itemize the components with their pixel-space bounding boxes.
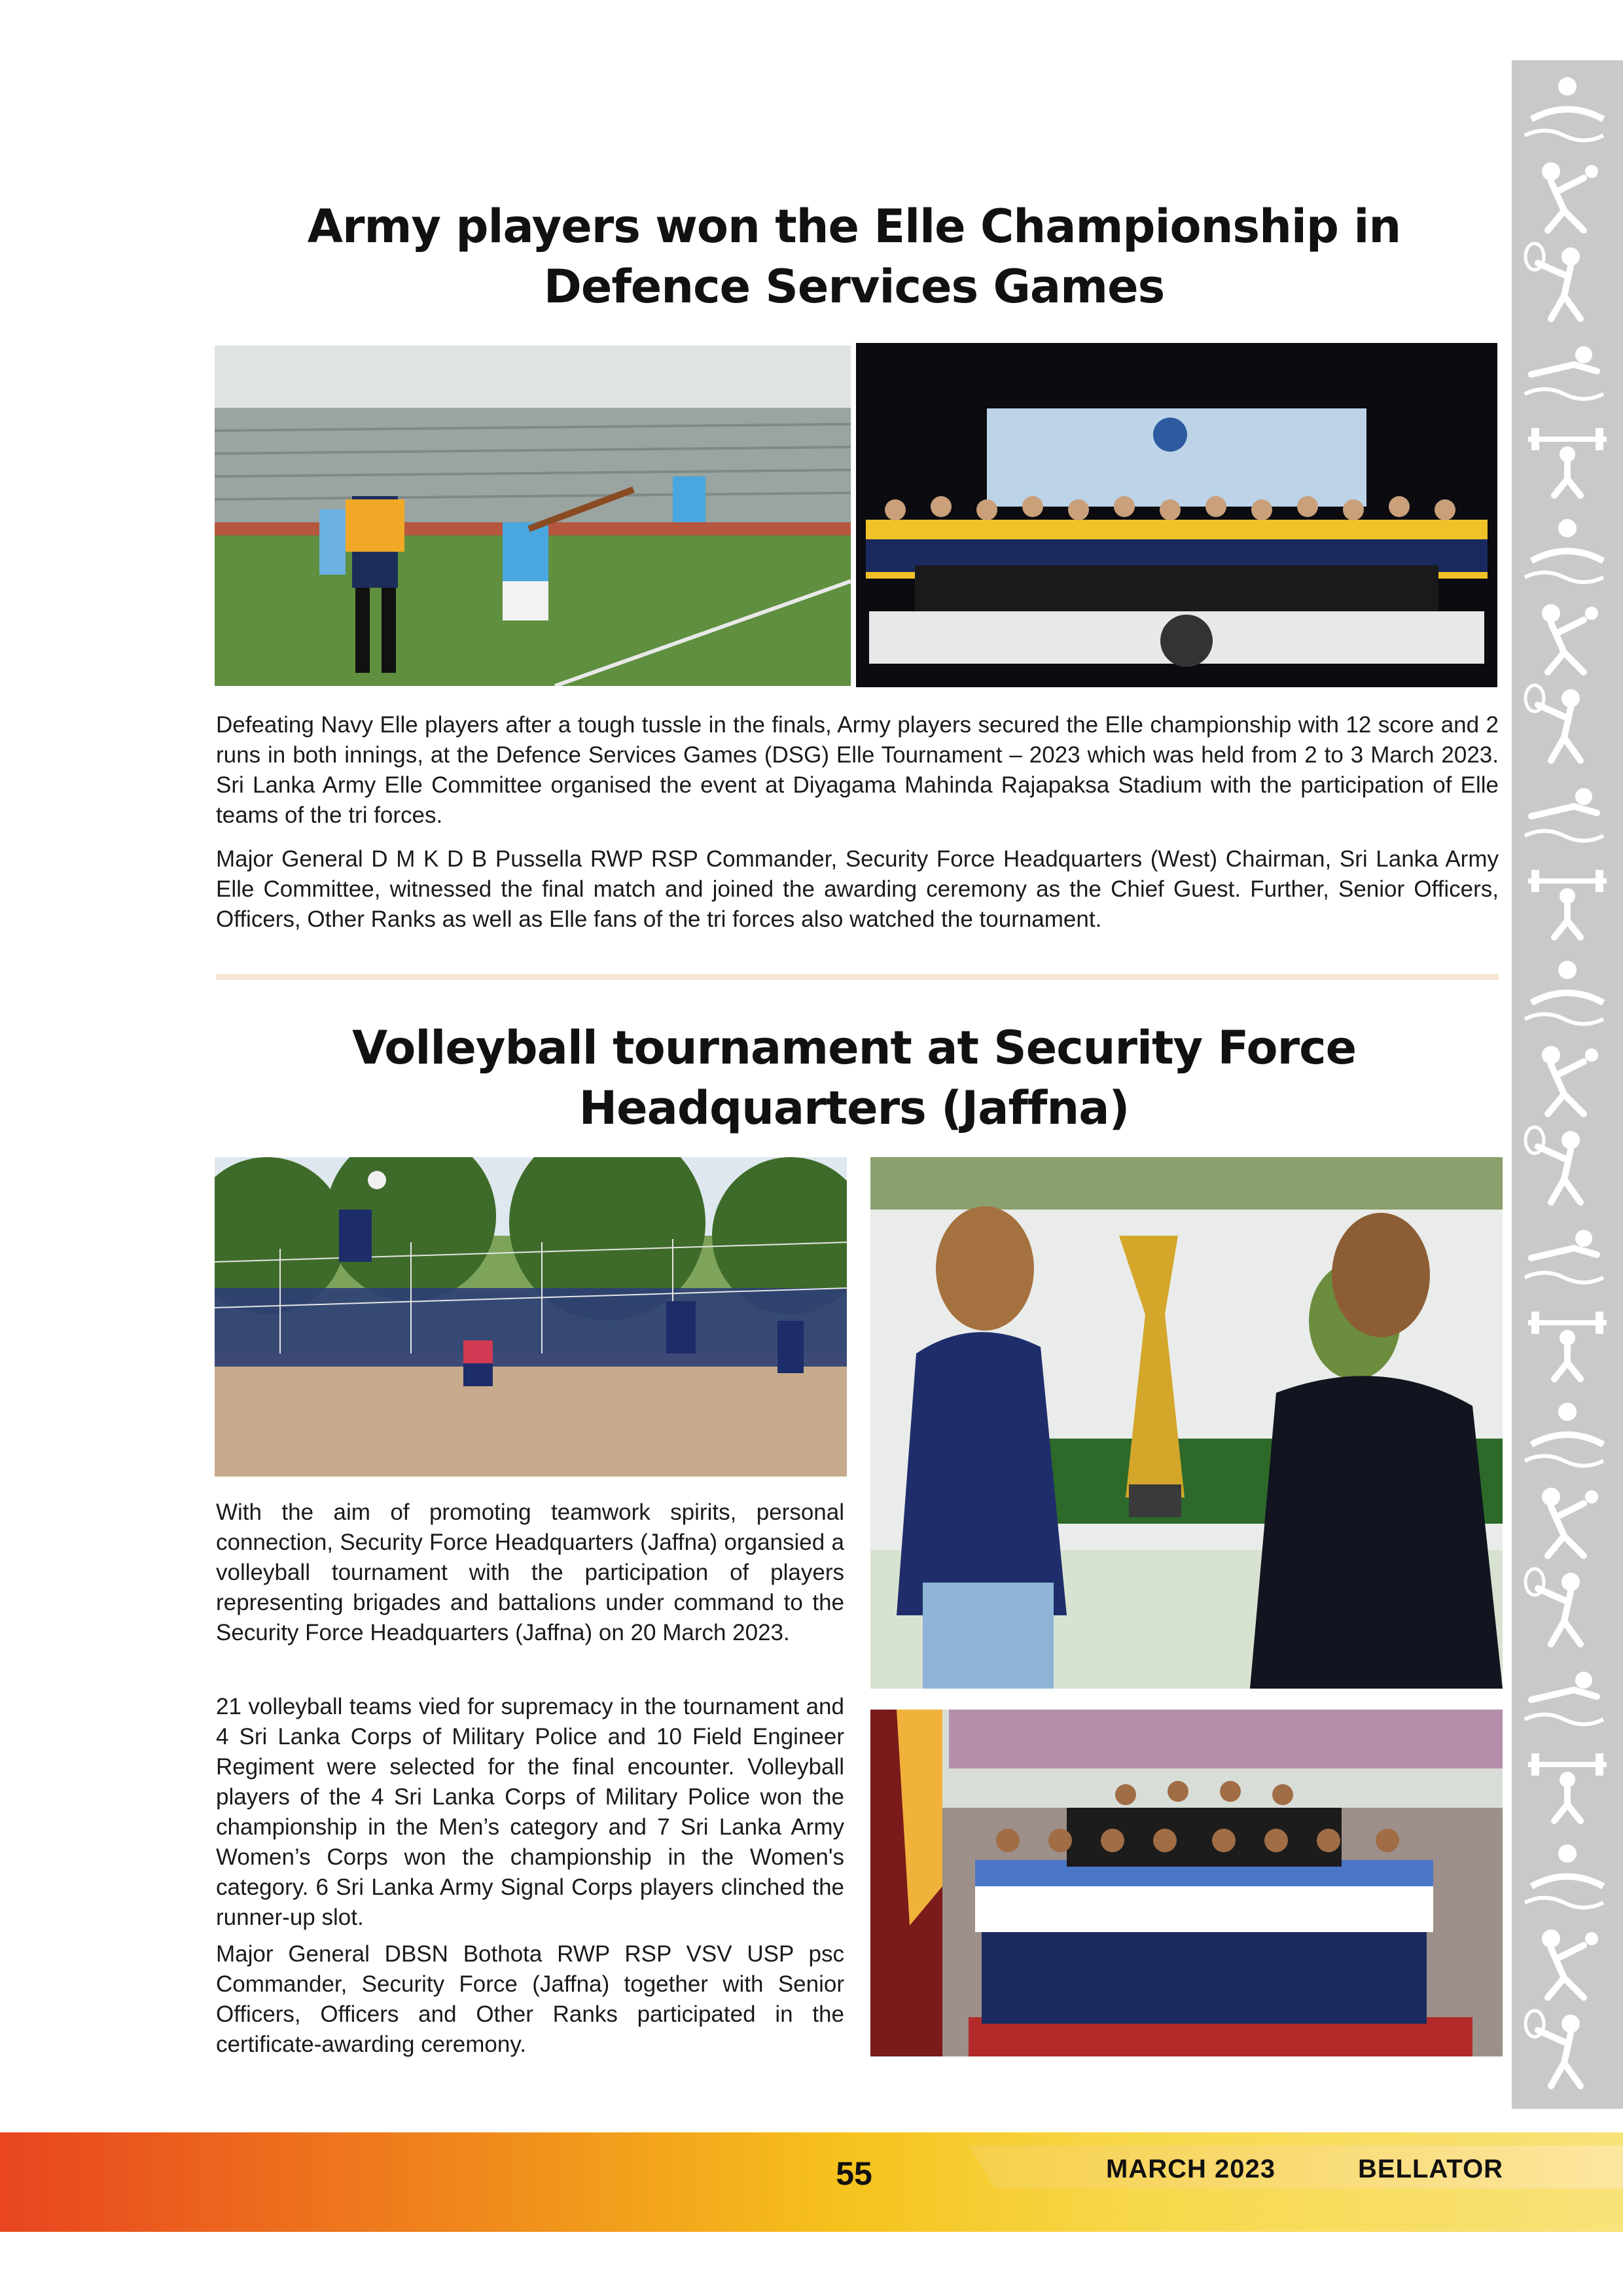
tennis-icon xyxy=(1512,237,1623,329)
swimming-icon xyxy=(1512,1827,1623,1919)
footer-issue-tab xyxy=(969,2145,1623,2189)
article1-paragraph-1: Defeating Navy Elle players after a tough tussle in the finals, Army players secured the Elle championship with 12 score and 2 runs in both innings, at the Defence Services Games (DSG) Elle Tournament – 2023 which was held from 2 to 3 March 2023. Sri Lanka Army Elle Committee organised the event at Diyagama Mahinda Rajapaksa Stadium with the participation of Elle teams of the tri forces. xyxy=(216,712,1499,828)
swimming-icon xyxy=(1512,1474,1623,1566)
article2-title xyxy=(216,1018,1492,1138)
cycling-icon xyxy=(1512,1386,1623,1477)
weightlifting-icon xyxy=(1512,1916,1623,2007)
football-icon xyxy=(1512,590,1623,682)
article2-title-line1: Volleyball tournament at Security Force xyxy=(351,1021,1357,1075)
article1-title xyxy=(216,196,1492,317)
article2-title-line2: Headquarters (Jaffna) xyxy=(579,1081,1130,1135)
rugby-icon xyxy=(1512,1032,1623,1124)
shooting-icon xyxy=(1512,1121,1623,1212)
hurdles-icon xyxy=(1512,679,1623,770)
rowing-icon xyxy=(1512,60,1623,152)
diving-icon xyxy=(1512,1297,1623,1389)
boxing-icon xyxy=(1512,1209,1623,1300)
elle-match-photo xyxy=(215,346,851,686)
weightlifting-icon xyxy=(1512,414,1623,505)
volleyball-match-photo xyxy=(215,1157,847,1477)
volleyball-icon xyxy=(1512,1651,1623,1742)
swimming-icon xyxy=(1512,325,1623,417)
sports-icon-sidebar xyxy=(1512,60,1623,2109)
running-icon xyxy=(1512,855,1623,947)
womens-team-photo xyxy=(870,1710,1503,2056)
article1-paragraph-2: Major General D M K D B Pussella RWP RSP Commander, Security Force Headquarters (West) Chairman, Sri Lanka Army Elle Committee, witnessed the final match and joined the awarding ceremony as the Chief Guest. Further, Senior Officers, Officers, Other Ranks as well as Elle fans of the tri forces also watched the tournament. xyxy=(216,846,1499,932)
article1-title-line1: Army players won the Elle Championship in xyxy=(307,200,1401,253)
rowing-icon xyxy=(1512,1562,1623,1654)
magazine-name: BELLATOR xyxy=(1358,2155,1504,2183)
athletics-icon xyxy=(1512,944,1623,1035)
archery-icon xyxy=(1512,767,1623,859)
volleyball-icon xyxy=(1512,149,1623,240)
tennis-icon xyxy=(1512,1739,1623,1831)
page-number: 55 xyxy=(836,2155,872,2192)
issue-date: MARCH 2023 xyxy=(1106,2155,1275,2183)
elle-team-group-photo xyxy=(856,343,1497,687)
section-divider xyxy=(216,974,1499,980)
gymnastics-icon xyxy=(1512,2004,1623,2096)
article1-title-line2: Defence Services Games xyxy=(543,260,1165,314)
article2-paragraph-1: With the aim of promoting teamwork spirits, personal connection, Security Force Headquarters (Jaffna) organsied a volleyball tournament with the participation of players representing brigades and battalions under command to the Security Force Headquarters (Jaffna) on 20 March 2023. xyxy=(216,1499,844,1645)
trophy-presentation-photo xyxy=(870,1157,1503,1689)
article2-paragraph-2: 21 volleyball teams vied for supremacy in the tournament and 4 Sri Lanka Corps of Military Police and 10 Field Engineer Regiment were selected for the final encounter. Volleyball players of the 4 Sri Lanka Corps of Military Police won the championship in the Men’s category and 7 Sri Lanka Army Women’s Corps won the championship in the Women's category. 6 Sri Lanka Army Signal Corps players clinched the runner-up slot. xyxy=(216,1694,844,1930)
article2-paragraph-3: Major General DBSN Bothota RWP RSP VSV USP psc Commander, Security Force (Jaffna) together with Senior Officers, Officers and Other Ranks participated in the certificate-awarding ceremony. xyxy=(216,1941,844,2057)
gymnastics-icon xyxy=(1512,502,1623,594)
